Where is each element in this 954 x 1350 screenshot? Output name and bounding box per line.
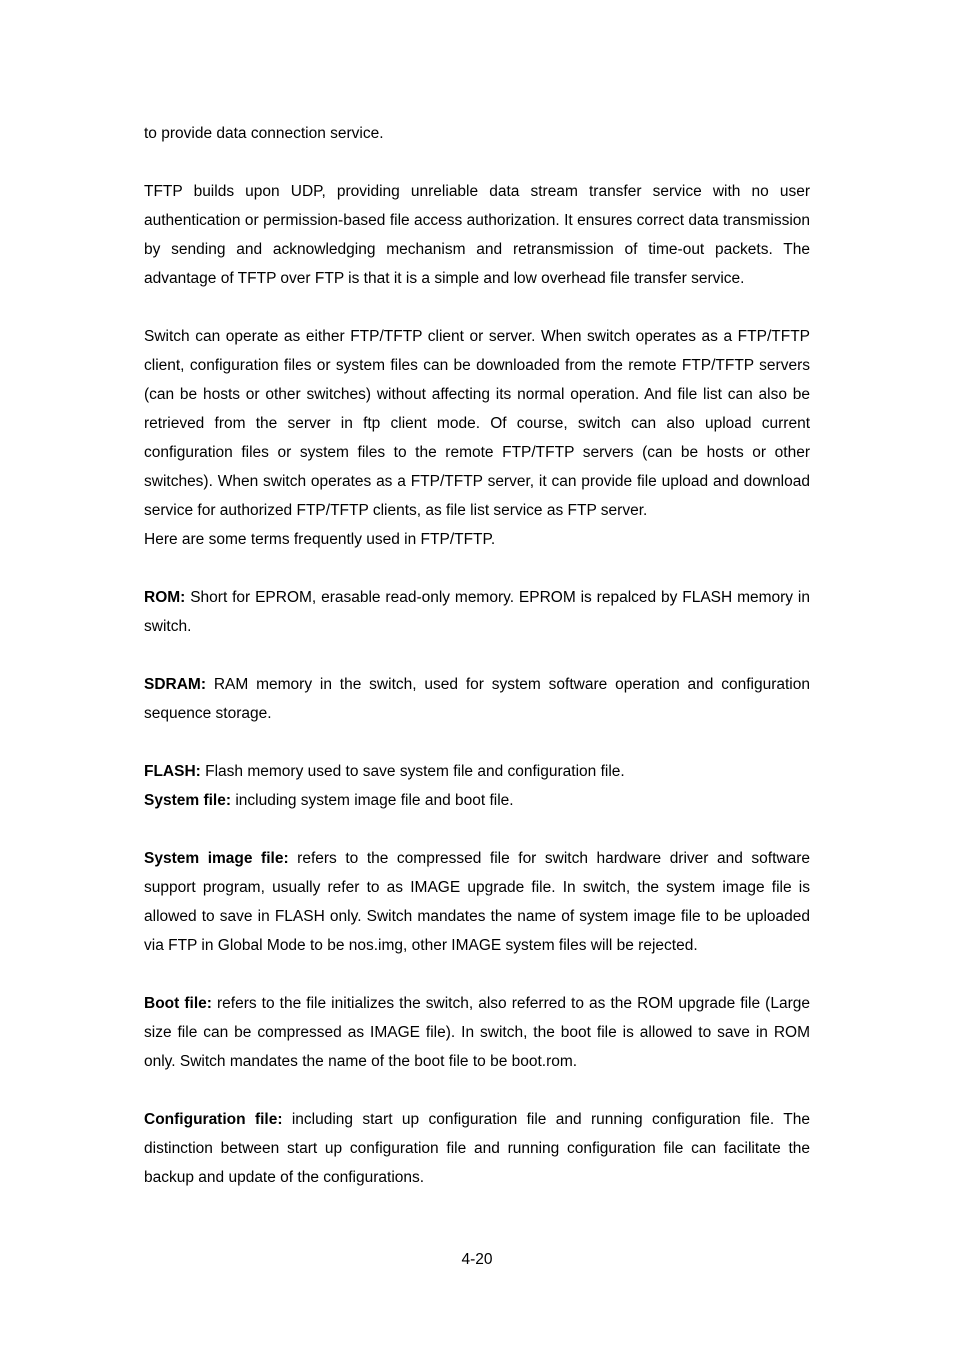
term-system-image-file xyxy=(144,844,810,960)
term-label: ROM: xyxy=(144,589,186,606)
term-sdram xyxy=(144,670,810,728)
paragraph-tftp-description xyxy=(144,177,810,293)
paragraph-text: Switch can operate as either FTP/TFTP client or server. When switch operates as a FTP/TFTP client, configuration files or system files can be downloaded from the remote FTP/TFTP servers (can be hosts or other switches) without affecting its normal operation. And file list can also be retrieved from the server in ftp client mode. Of course, switch can also upload current configuration files or system files to the remote FTP/TFTP servers (can be hosts or other switches). When switch operates as a FTP/TFTP server, it can provide file upload and download service for authorized FTP/TFTP clients, as file list service as FTP server. xyxy=(144,328,810,519)
term-label: System file: xyxy=(144,792,232,809)
term-definition: including start up configuration file and running configuration file. The distinction between start up configuration file and running configuration file can facilitate the backup and update of the configurations. xyxy=(144,1111,810,1186)
term-definition: Short for EPROM, erasable read-only memory. EPROM is repalced by FLASH memory in switch. xyxy=(144,589,810,635)
term-definition: refers to the file initializes the switch, also referred to as the ROM upgrade file (Large size file can be compressed as IMAGE file). In switch, the boot file is allowed to save in ROM only. Switch mandates the name of the boot file to be boot.rom. xyxy=(144,995,810,1070)
paragraph-text: to provide data connection service. xyxy=(144,125,384,142)
paragraph-text: Here are some terms frequently used in FTP/TFTP. xyxy=(144,531,496,548)
term-boot-file xyxy=(144,989,810,1076)
term-label: System image file: xyxy=(144,850,289,867)
term-definition: including system image file and boot file. xyxy=(231,792,514,809)
term-label: SDRAM: xyxy=(144,676,206,693)
term-system-file xyxy=(144,786,810,815)
term-label: Configuration file: xyxy=(144,1111,283,1128)
term-configuration-file xyxy=(144,1105,810,1192)
term-label: Boot file: xyxy=(144,995,212,1012)
paragraph-data-connection xyxy=(144,119,810,148)
paragraph-text: TFTP builds upon UDP, providing unreliable data stream transfer service with no user authentication or permission-based file access authorization. It ensures correct data transmission by sending and acknowledging mechanism and retransmission of time-out packets. The advantage of TFTP over FTP is that it is a simple and low overhead file transfer service. xyxy=(144,183,810,287)
term-definition: RAM memory in the switch, used for system software operation and configuration sequence storage. xyxy=(144,676,810,722)
term-definition: Flash memory used to save system file and configuration file. xyxy=(200,763,625,780)
paragraph-terms-intro xyxy=(144,525,810,554)
term-definition: refers to the compressed file for switch hardware driver and software support program, usually refer to as IMAGE upgrade file. In switch, the system image file is allowed to save in FLASH only. Switch mandates the name of system image file to be uploaded via FTP in Global Mode to be nos.img, other IMAGE system files will be rejected. xyxy=(144,850,810,954)
term-label: FLASH: xyxy=(144,763,201,780)
paragraph-switch-operation xyxy=(144,322,810,525)
page-body xyxy=(144,119,810,1192)
page-number: 4-20 xyxy=(461,1251,493,1268)
term-flash xyxy=(144,757,810,786)
term-rom xyxy=(144,583,810,641)
